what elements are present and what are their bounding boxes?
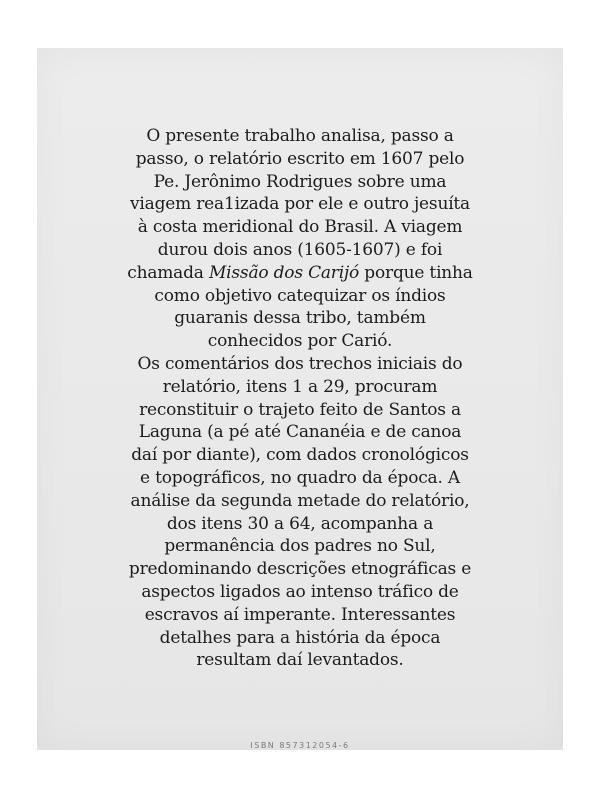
blurb-line: como objetivo catequizar os índios bbox=[154, 285, 446, 306]
blurb-line: Os comentários dos trechos iniciais do bbox=[137, 353, 463, 374]
blurb-line: passo, o relatório escrito em 1607 pelo bbox=[135, 148, 465, 169]
blurb-line: guaranis dessa tribo, também bbox=[174, 308, 426, 329]
blurb-line: permanência dos padres no Sul, bbox=[164, 536, 436, 557]
mission-title: Missão dos Carijó bbox=[208, 262, 360, 283]
blurb-line: e topográficos, no quadro da época. A bbox=[140, 467, 460, 488]
blurb-line: aspectos ligados ao intenso tráfico de bbox=[141, 581, 459, 602]
blurb-line: reconstituir o trajeto feito de Santos a bbox=[139, 399, 461, 420]
isbn-number: ISBN 857312054-6 bbox=[250, 741, 350, 750]
blurb-line bbox=[95, 262, 505, 285]
blurb-text: porque tinha bbox=[364, 262, 473, 283]
blurb-line: dos itens 30 a 64, acompanha a bbox=[166, 513, 434, 534]
back-cover-blurb bbox=[95, 125, 505, 672]
blurb-line: O presente trabalho analisa, passo a bbox=[146, 126, 454, 146]
blurb-line: Laguna (a pé até Cananéia e de canoa bbox=[138, 422, 462, 443]
blurb-line: Pe. Jerônimo Rodrigues sobre uma bbox=[153, 171, 447, 192]
blurb-line: conhecidos por Carió. bbox=[207, 331, 393, 352]
blurb-line: escravos aí imperante. Interessantes bbox=[144, 604, 456, 625]
blurb-text: chamada bbox=[127, 262, 204, 283]
blurb-line: predominando descrições etnográficas e bbox=[128, 559, 472, 580]
blurb-line: análise da segunda metade do relatório, bbox=[130, 490, 470, 511]
blurb-line: durou dois anos (1605-1607) e foi bbox=[157, 239, 443, 260]
blurb-line: viagem rea1izada por ele e outro jesuíta bbox=[130, 194, 470, 215]
blurb-line: daí por diante), com dados cronológicos bbox=[131, 445, 469, 466]
blurb-line: à costa meridional do Brasil. A viagem bbox=[137, 217, 463, 238]
blurb-line: resultam daí levantados. bbox=[196, 650, 404, 671]
blurb-line: detalhes para a história da época bbox=[159, 627, 441, 648]
blurb-line: relatório, itens 1 a 29, procuram bbox=[162, 376, 438, 397]
